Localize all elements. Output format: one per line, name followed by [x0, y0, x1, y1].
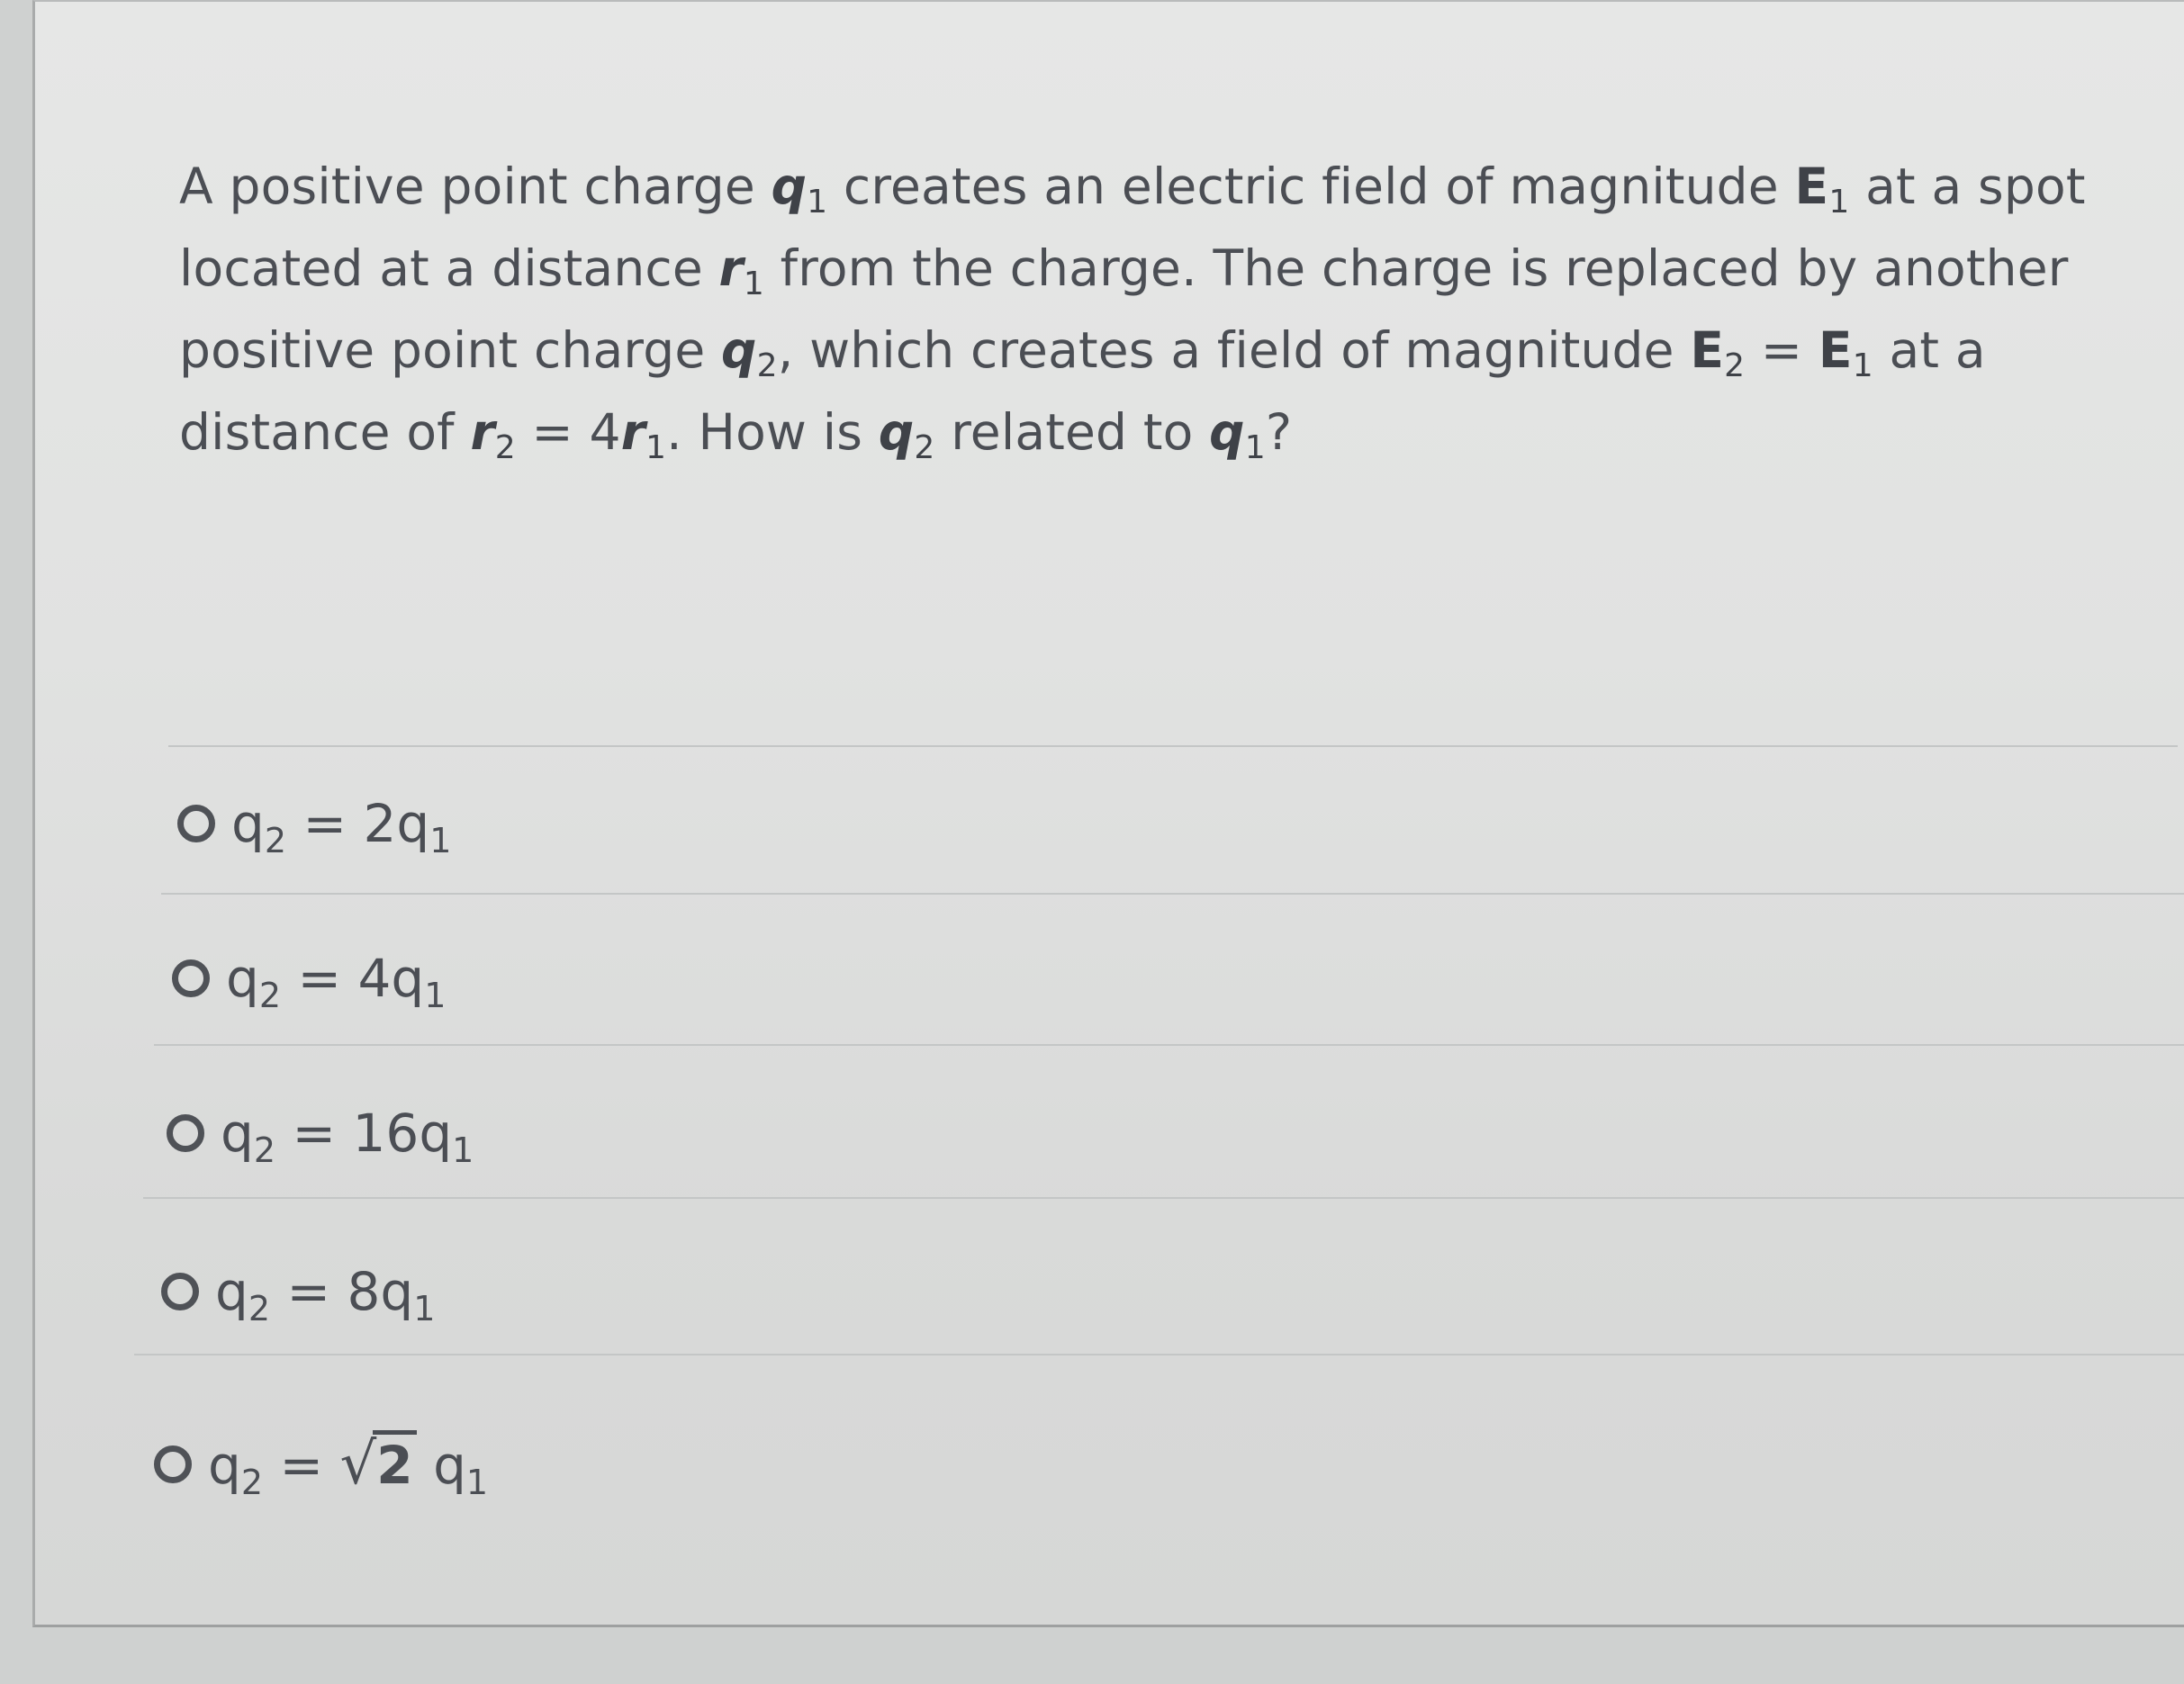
- var-symbol: q: [1209, 403, 1245, 461]
- var-q2: [721, 321, 778, 384]
- var-r1: [718, 239, 764, 302]
- var-E2: [1690, 321, 1746, 384]
- option-rhs: q: [396, 793, 430, 854]
- square-root-expression: [340, 1431, 417, 1498]
- question-text-segment: positive point charge: [179, 321, 722, 379]
- question-line-1: [179, 146, 2106, 228]
- var-E1: [1794, 158, 1850, 221]
- var-symbol: r: [470, 403, 495, 461]
- var-symbol: E: [1794, 158, 1829, 215]
- var-q1: [1209, 403, 1266, 466]
- var-symbol: q: [771, 158, 808, 215]
- option-equals: =: [275, 1103, 353, 1164]
- question-text-segment: at a spot: [1849, 158, 2086, 215]
- option-coefficient: 16: [352, 1103, 420, 1164]
- option-lhs-subscript: 2: [264, 821, 287, 860]
- radio-button-unchecked-icon[interactable]: [167, 1114, 204, 1152]
- option-rhs-subscript: 1: [424, 976, 447, 1015]
- option-rhs-subscript: 1: [429, 821, 452, 860]
- options-divider: [134, 1354, 2184, 1355]
- var-symbol: r: [620, 403, 646, 461]
- question-line-4: [179, 392, 2106, 473]
- option-equals: =: [286, 793, 364, 854]
- question-text-segment: ?: [1265, 403, 1293, 461]
- option-lhs: q: [208, 1435, 241, 1496]
- var-subscript: 1: [645, 429, 667, 466]
- answer-option-2[interactable]: [172, 938, 446, 1019]
- option-equals: =: [281, 948, 358, 1009]
- question-text-segment: . How is: [666, 403, 879, 461]
- option-lhs: q: [221, 1103, 254, 1164]
- option-equals: =: [263, 1435, 340, 1496]
- option-rhs-subscript: 1: [413, 1289, 436, 1328]
- question-text-segment: located at a distance: [179, 239, 719, 297]
- var-subscript: 2: [756, 347, 778, 384]
- question-text-segment: distance of: [179, 403, 471, 461]
- var-symbol: E: [1818, 321, 1853, 379]
- var-subscript: 2: [914, 429, 935, 466]
- equals-sign: =: [1745, 321, 1818, 379]
- var-subscript: 1: [807, 184, 828, 221]
- question-text-segment: creates an electric field of magnitude: [827, 158, 1795, 215]
- var-symbol: q: [878, 403, 915, 461]
- option-lhs: q: [226, 948, 259, 1009]
- var-subscript: 2: [1724, 347, 1746, 384]
- option-equals: =: [270, 1261, 347, 1322]
- var-subscript: 1: [743, 266, 764, 302]
- option-lhs: q: [231, 793, 265, 854]
- question-text-segment: from the charge. The charge is replaced by another: [763, 239, 2069, 297]
- radio-button-unchecked-icon[interactable]: [177, 805, 215, 842]
- answer-option-1[interactable]: [177, 783, 451, 864]
- var-r2: [470, 403, 516, 466]
- option-rhs: q: [380, 1261, 414, 1322]
- answer-option-4[interactable]: [161, 1251, 435, 1332]
- var-subscript: 1: [1852, 347, 1873, 384]
- options-divider: [161, 893, 2184, 895]
- options-divider-top: [168, 745, 2178, 747]
- var-q1: [771, 158, 828, 221]
- var-r1: [620, 403, 667, 466]
- option-lhs: q: [215, 1261, 248, 1322]
- answer-option-label: [221, 1103, 474, 1170]
- question-text: [179, 146, 2106, 473]
- option-rhs: q: [416, 1435, 466, 1496]
- radio-button-unchecked-icon[interactable]: [161, 1273, 199, 1310]
- option-coefficient: 4: [357, 948, 392, 1009]
- options-divider: [154, 1044, 2184, 1046]
- option-coefficient: 2: [363, 793, 397, 854]
- question-line-3: [179, 310, 2106, 392]
- question-text-segment: related to: [934, 403, 1210, 461]
- var-subscript: 1: [1244, 429, 1266, 466]
- var-subscript: 2: [494, 429, 516, 466]
- equals-expression: = 4: [515, 403, 621, 461]
- question-text-segment: A positive point charge: [179, 158, 772, 215]
- var-q2: [878, 403, 935, 466]
- question-line-2: [179, 228, 2106, 310]
- var-symbol: q: [721, 321, 757, 379]
- option-lhs-subscript: 2: [258, 976, 282, 1015]
- option-rhs: q: [419, 1103, 453, 1164]
- option-rhs-subscript: 1: [465, 1463, 489, 1502]
- var-E1: [1818, 321, 1873, 384]
- var-subscript: 1: [1828, 184, 1850, 221]
- radio-button-unchecked-icon[interactable]: [154, 1445, 192, 1483]
- option-lhs-subscript: 2: [253, 1130, 276, 1170]
- answer-option-label: [215, 1261, 436, 1328]
- answer-option-label: [226, 948, 447, 1015]
- answer-option-label: [231, 793, 452, 860]
- square-root-icon: √: [339, 1431, 377, 1498]
- option-lhs-subscript: 2: [248, 1289, 271, 1328]
- options-divider: [143, 1197, 2184, 1199]
- option-rhs: q: [391, 948, 425, 1009]
- option-rhs-subscript: 1: [452, 1130, 474, 1170]
- var-symbol: r: [718, 239, 744, 297]
- radio-button-unchecked-icon[interactable]: [172, 959, 210, 997]
- answer-option-5[interactable]: [154, 1424, 488, 1505]
- option-coefficient: 8: [347, 1261, 381, 1322]
- option-lhs-subscript: 2: [240, 1463, 264, 1502]
- question-text-segment: , which creates a field of magnitude: [777, 321, 1691, 379]
- question-text-segment: at a: [1873, 321, 1986, 379]
- question-card: [32, 0, 2184, 1627]
- square-root-argument: 2: [373, 1430, 416, 1496]
- var-symbol: E: [1690, 321, 1725, 379]
- answer-option-3[interactable]: [167, 1093, 474, 1174]
- answer-option-label: [208, 1431, 489, 1502]
